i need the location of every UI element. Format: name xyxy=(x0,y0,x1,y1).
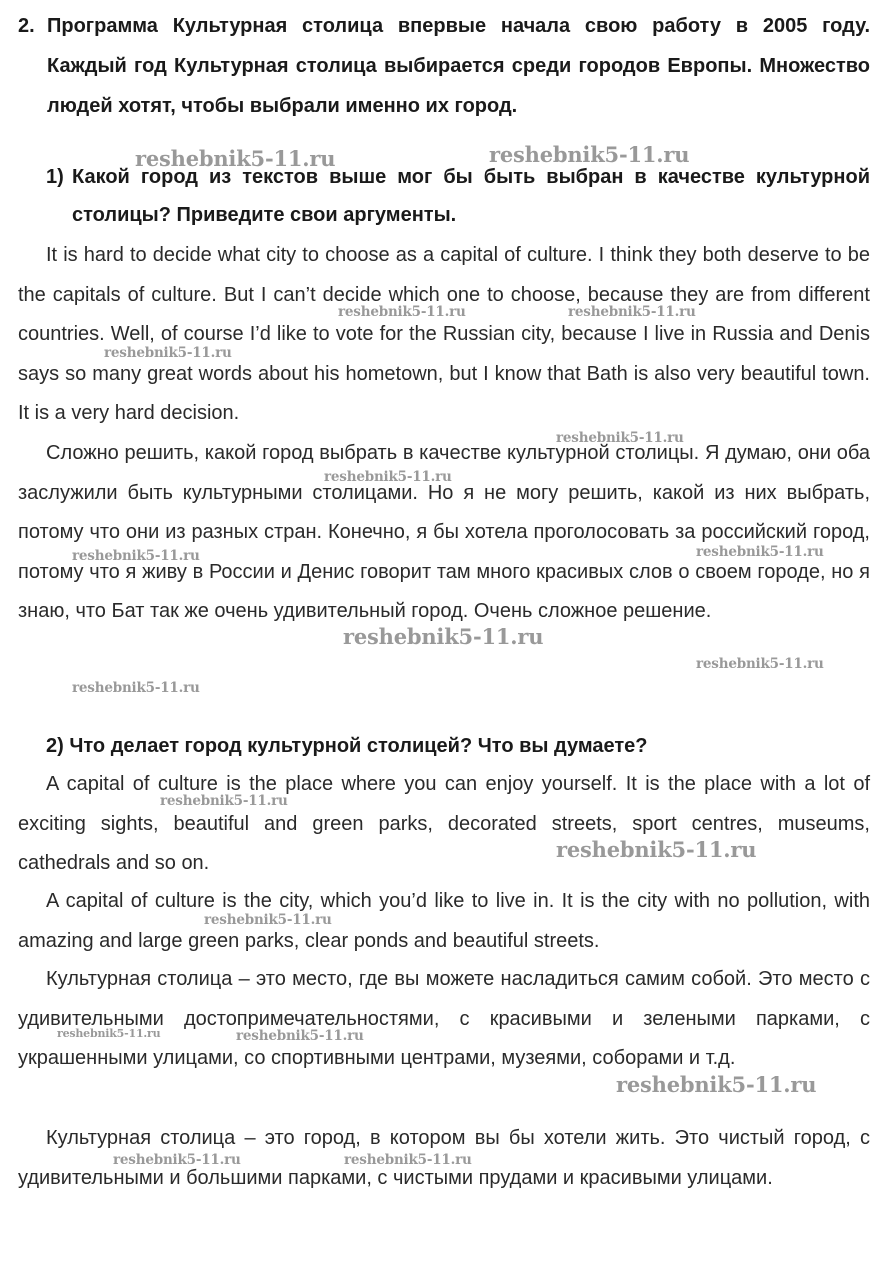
watermark-text: reshebnik5-11.ru xyxy=(236,1028,364,1044)
watermark-text: reshebnik5-11.ru xyxy=(568,304,696,320)
watermark-text: reshebnik5-11.ru xyxy=(204,912,332,928)
watermark-text: reshebnik5-11.ru xyxy=(696,544,824,560)
watermark-text: reshebnik5-11.ru xyxy=(104,345,232,361)
answer-1-russian: Сложно решить, какой город выбрать в качестве культурной столицы. Я думаю, они оба заслужили быть культурными столицами. Но я не могу решить, какой из них выбрать, потому что они из разных стран. Конечно, я бы хотела проголосовать за российский город, потому что я живу в России и Денис говорит там много красивых слов о своем городе, но я знаю, что Бат так же очень удивительный город. Очень сложное решение. xyxy=(18,442,870,622)
watermark-text: reshebnik5-11.ru xyxy=(616,1072,817,1097)
watermark-text: reshebnik5-11.ru xyxy=(696,656,824,672)
answer-2-english-1: A capital of culture is the place where you can enjoy yourself. It is the place with a lot of exciting sights, beautiful and green parks, decorated streets, sport centres, museums, cathedrals and so on. xyxy=(18,773,870,874)
watermark-text: reshebnik5-11.ru xyxy=(160,793,288,809)
task-heading xyxy=(18,6,870,126)
question-2-title: 2) Что делает город культурной столицей? Что вы думаете? xyxy=(46,735,648,757)
watermark-text: reshebnik5-11.ru xyxy=(72,548,200,564)
answer-1-english: It is hard to decide what city to choose as a capital of culture. I think they both deserve to be the capitals of culture. But I can’t decide which one to choose, because they are from different countries. Well, of course I’d like to vote for the Russian city, because I live in Russia and Denis says so many great words about his hometown, but I know that Bath is also very beautiful town. It is a very hard decision. xyxy=(18,244,870,424)
watermark-text: reshebnik5-11.ru xyxy=(556,837,757,862)
watermark-text: reshebnik5-11.ru xyxy=(556,430,684,446)
watermark-text: reshebnik5-11.ru xyxy=(135,146,336,171)
task-intro: Программа Культурная столица впервые начала свою работу в 2005 году. Каждый год Культурная столица выбирается среди городов Европы. Множество людей хотят, чтобы выбрали именно их город. xyxy=(47,15,870,117)
watermark-text: reshebnik5-11.ru xyxy=(113,1152,241,1168)
answer-2-russian-1: Культурная столица – это место, где вы можете насладиться самим собой. Это место с удивительными достопримечательностями, с красивыми и зелеными парками, с украшенными улицами, со спортивными центрами, музеями, соборами и т.д. xyxy=(18,968,870,1069)
watermark-text: reshebnik5-11.ru xyxy=(489,142,690,167)
watermark-text: reshebnik5-11.ru xyxy=(57,1027,161,1040)
watermark-text: reshebnik5-11.ru xyxy=(72,680,200,696)
answer-2-english-2: A capital of culture is the city, which you’d like to live in. It is the city with no pollution, with amazing and large green parks, clear ponds and beautiful streets. xyxy=(18,890,870,952)
answer-2-russian-2: Культурная столица – это город, в котором вы бы хотели жить. Это чистый город, с удивительными и большими парками, с чистыми прудами и красивыми улицами. xyxy=(18,1127,870,1189)
watermark-text: reshebnik5-11.ru xyxy=(338,304,466,320)
watermark-text: reshebnik5-11.ru xyxy=(343,624,544,649)
watermark-text: reshebnik5-11.ru xyxy=(324,469,452,485)
question-1-number: 1) xyxy=(46,166,64,188)
question-1-text: Какой город из текстов выше мог бы быть выбран в качестве культурной столицы? Приведите свои аргументы. xyxy=(72,166,870,226)
task-number: 2. xyxy=(18,15,35,37)
watermark-text: reshebnik5-11.ru xyxy=(344,1152,472,1168)
